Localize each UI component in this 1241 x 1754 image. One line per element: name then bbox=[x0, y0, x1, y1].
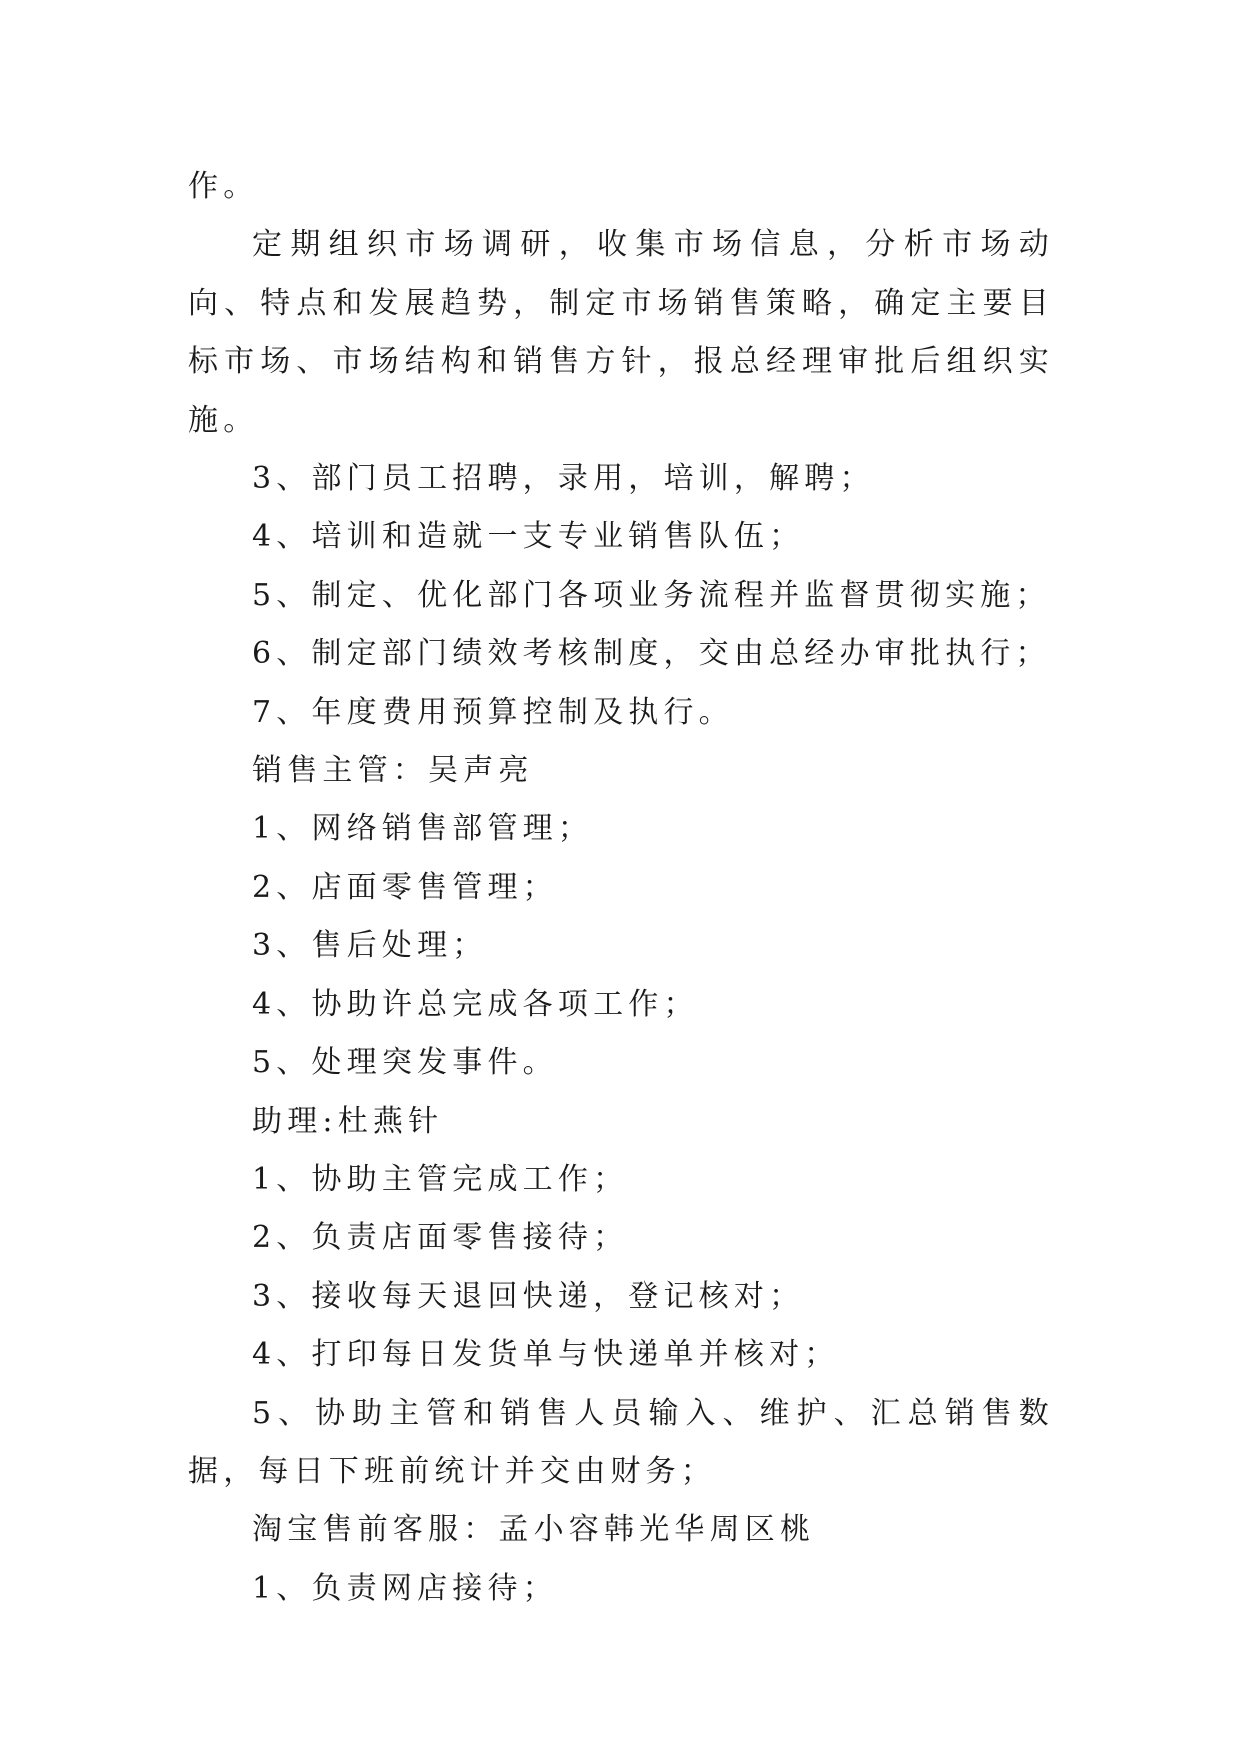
list-item: 5、制定、优化部门各项业务流程并监督贯彻实施； bbox=[252, 577, 1051, 613]
document-body bbox=[188, 158, 1054, 1618]
list-item: 5、协助主管和销售人员输入、维护、汇总销售数据，每日下班前统计并交由财务； bbox=[188, 1395, 1054, 1489]
list-item: 3、售后处理； bbox=[252, 928, 488, 964]
list-item: 6、制定部门绩效考核制度，交由总经办审批执行； bbox=[252, 636, 1051, 672]
list-item: 3、接收每天退回快递，登记核对； bbox=[252, 1278, 805, 1314]
list-item: 1、协助主管完成工作； bbox=[252, 1161, 629, 1197]
section-heading: 淘宝售前客服：孟小容韩光华周区桃 bbox=[252, 1512, 816, 1548]
list-item: 3、部门员工招聘，录用，培训，解聘； bbox=[252, 461, 875, 497]
list-item: 7、年度费用预算控制及执行。 bbox=[252, 694, 734, 730]
section-heading: 销售主管：吴声亮 bbox=[252, 753, 534, 789]
list-item: 4、培训和造就一支专业销售队伍； bbox=[252, 519, 805, 555]
list-item: 4、打印每日发货单与快递单并核对； bbox=[252, 1337, 840, 1373]
list-item: 4、协助许总完成各项工作； bbox=[252, 986, 699, 1022]
list-item: 1、网络销售部管理； bbox=[252, 811, 594, 847]
paragraph: 作。 bbox=[188, 169, 259, 204]
list-item: 1、负责网店接待； bbox=[252, 1570, 558, 1606]
list-item: 2、店面零售管理； bbox=[252, 869, 558, 905]
list-item: 5、处理突发事件。 bbox=[252, 1045, 558, 1081]
section-heading: 助理:杜燕针 bbox=[252, 1103, 444, 1139]
paragraph: 定期组织市场调研，收集市场信息，分析市场动向、特点和发展趋势，制定市场销售策略，确定主要目标市场、市场结构和销售方针，报总经理审批后组织实施。 bbox=[188, 227, 1054, 438]
list-item: 2、负责店面零售接待； bbox=[252, 1220, 629, 1256]
